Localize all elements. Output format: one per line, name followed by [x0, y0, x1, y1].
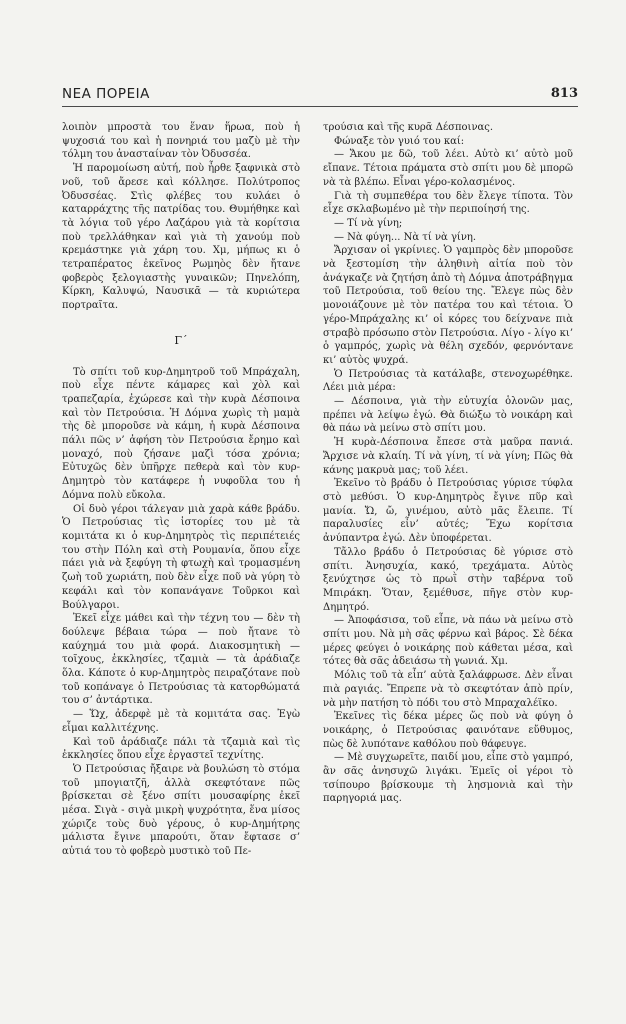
paragraph: Ἐκεῖνες τὶς δέκα μέρες ὥς ποὺ νὰ φύγη ὁ νοικάρης, ὁ Πετρούσιας φαινότανε εὔθυμος, πὼς δὲ λυπότανε καθόλου ποὺ θάφευγε.: [323, 711, 573, 750]
paragraph: Τἄλλο βράδυ ὁ Πετρούσιας δὲ γύρισε στὸ σπίτι. Ἀνησυχία, κακό, τρεχάματα. Αὐτὸς ξενύχτησε ὡς τὸ πρωῒ στὴν ταβέρνα τοῦ Μπιράκη. Ὅταν, ξεμέθυσε, πῆγε στὸν κυρ-Δημητρό.: [323, 546, 573, 613]
page-number: 813: [550, 86, 578, 101]
paragraph: — Τί νὰ γίνη;: [334, 217, 403, 229]
paragraph: Ἐκεῖνο τὸ βράδυ ὁ Πετρούσιας γύρισε τύφλα στὸ μεθύσι. Ὁ κυρ-Δημητρὸς ἔγινε πῦρ καὶ μανία. Ὤ, ὤ, γινέμου, αὐτὸ μᾶς ἔλειπε. Τί παραλυσίες εἶν’ αὐτές; Ἔχω κορίτσια ἀνύπαντρα ἐγώ. Δὲν ὑποφέρεται.: [323, 478, 573, 545]
paragraph: Τὸ σπίτι τοῦ κυρ-Δημητροῦ τοῦ Μπράχαλη, ποὺ εἶχε πέντε κάμαρες καὶ χὸλ καὶ τραπεζαρία, ἐχώρεσε καὶ τὴν κυρὰ Δέσποινα καὶ τὸν Πετρούσια. Ἡ Δόμνα χωρὶς τὴ μαμὰ τὴς δὲ μποροῦσε νὰ κάμη, ἡ κυρὰ Δέσποινα πάλι πῶς ν’ ἀφήση τὸν Πετρούσια ἔρημο καὶ μοναχό, ποὺ ζήσανε μαζὶ τόσα χρόνια; Εὐτυχῶς δὲν ὑπῆρχε πεθερὰ καὶ τὸν κυρ-Δημητρὸ τὸν κατάφερε ἡ νυφοῦλα του ἡ Δόμνα πολὺ εὔκολα.: [62, 366, 300, 501]
header-rule: [62, 106, 578, 107]
paragraph: Γιὰ τὴ συμπεθέρα του δὲν ἔλεγε τίποτα. Τὸν εἶχε σκλαβωμένο μὲ τὴν περιποίησή της.: [323, 190, 573, 216]
paragraph: Ἡ παρομοίωση αὐτή, ποὺ ἦρθε ξαφνικὰ στὸ νοῦ, τοῦ ἄρεσε καὶ κόλλησε. Πολύτροπος Ὀδυσσέας. Στὶς φλέβες του κυλάει ὁ καταρράχτης τῆς πατρίδας του. Θυμήθηκε καὶ τὰ λόγια τοῦ γέρο Λαζάρου γιὰ τὰ κορίτσια ποὺ τρελλάθηκαν καὶ γιὰ τὴ χανούμ ποὺ κρεμάστηκε γιὰ χάρη του. Χμ, μήπως κι ὁ τετραπέρατος ἐκεῖνος Ρωμηὸς δὲν ἤτανε φοβερὸς ξελογιαστὴς γυναικῶν; Πηνελόπη, Κίρκη, Καλυψώ, Ναυσικᾶ — τὰ κυριώτερα πορτραῖτα.: [62, 163, 300, 312]
paragraph: Ἄρχισαν οἱ γκρίνιες. Ὁ γαμπρὸς δὲν μποροῦσε νὰ ξεστομίση τὴν ἀληθινὴ αἰτία ποὺ τὸν ἀνάγκαζε νὰ ζητήση ἀπὸ τὴ Δόμνα ἀποτράβηγμα τοῦ Πετρούσια, τοῦ θείου της. Ἔλεγε πὼς δὲν μονοιάζουνε μὲ τὸν πατέρα του καὶ τέτοια. Ὁ γέρο-Μπράχαλης κι’ οἱ κόρες του δείχνανε πιὰ στραβὸ πρόσωπο στὸν Πετρούσια. Λίγο - λίγο κι’ ὁ γαμπρός, χωρὶς νὰ θέλη σχεδόν, φερνόντανε κι’ αὐτὸς ψυχρά.: [323, 245, 573, 366]
left-column: [62, 121, 300, 859]
right-column: [323, 121, 573, 806]
paragraph: — Ἄκου με δῶ, τοῦ λέει. Αὐτὸ κι’ αὐτὸ μοῦ εἴπανε. Τέτοια πράματα στὸ σπίτι μου δὲ μπορῶ νὰ τὰ βλέπω. Εἶναι γέρο-κολασμένος.: [323, 149, 573, 188]
paragraph: Ἐκεῖ εἶχε μάθει καὶ τὴν τέχνη του — δὲν τὴ δούλεψε βέβαια τώρα — ποὺ ἤτανε τὸ καύχημά του μιὰ φορά. Διακοσμητικὴ — τοῖχους, ἐκκλησίες, τζαμιὰ — τὰ ἀράδιαζε ὅλα. Κάποτε ὁ κυρ-Δημητρὸς πειραζότανε ποὺ τοῦ κοπάναγε ὁ Πετρούσιας τὰ κατορθώματά του σ’ ἀντάρτικα.: [62, 613, 300, 707]
paragraph: Ὁ Πετρούσιας ἤξαιρε νὰ βουλώση τὸ στόμα τοῦ μπογιατζῆ, ἀλλὰ σκεφτότανε πῶς βρίσκεται σὲ ξένο σπίτι μουσαφίρης ἐκεῖ μέσα. Σιγὰ - σιγὰ μικρὴ ψυχρότητα, ἕνα μίσος χώριζε τοὺς δυὸ γέρους, ὁ κυρ-Δημήτρης μάλιστα ἔγινε μπαρούτι, ὅταν ἔφτασε σ’ αὐτιά του τὸ φοβερὸ μυστικὸ τοῦ Πε-: [62, 763, 300, 858]
paragraph: λοιπὸν μπροστὰ του ἕναν ἥρωα, ποὺ ἡ ψυχοσιά του καὶ ἡ πονηριά του μαζὺ μὲ τὴν τόλμη του ἀνασταίναν τὸν Ὀδυσσέα.: [62, 122, 300, 161]
paragraph: Μόλις τοῦ τὰ εἶπ’ αὐτὰ ξαλάφρωσε. Δὲν εἶναι πιὰ ραγιάς. Ἔπρεπε νὰ τὸ σκεφτόταν ἀπὸ πρίν, νὰ μὴν πατήση τὸ πόδι του στὸ Μπραχαλέϊκο.: [323, 670, 573, 709]
running-header: [62, 86, 578, 106]
paragraph: Οἱ δυὸ γέροι τάλεγαν μιὰ χαρὰ κάθε βράδυ. Ὁ Πετρούσιας τὶς ἱστορίες του μὲ τὰ κομιτάτα κι ὁ κυρ-Δημητρὸς τὶς περιπέτειές του στὴν Πόλη καὶ στὴ Ρουμανία, ὅπου εἶχε πάει γιὰ νὰ ξεφύγη τὴ φτωχὴ καὶ τρομασμένη ζωὴ τοῦ χωριάτη, ποὺ δὲν εἶχε ποῦ νὰ γύρη τὸ κεφάλι καὶ τὸν κοπανάγανε Τοῦρκοι καὶ Βούλγαροι.: [62, 503, 300, 611]
paragraph: Φώναξε τὸν γυιό του καί:: [334, 135, 465, 147]
paragraph: Ὁ Πετρούσιας τὰ κατάλαβε, στενοχωρέθηκε. Λέει μιὰ μέρα:: [323, 368, 573, 394]
paragraph: Καὶ τοῦ ἀράδιαζε πάλι τὰ τζαμιὰ καὶ τὶς ἐκκλησίες ὅπου εἶχε ἐργαστεῖ τεχνίτης.: [62, 736, 300, 762]
section-heading: Γ΄: [174, 333, 188, 347]
paragraph: τρούσια καὶ τῆς κυρᾶ Δέσποινας.: [323, 122, 494, 133]
paragraph: — Δέσποινα, γιὰ τὴν εὐτυχία ὁλονῶν μας, πρέπει νὰ λείψω ἐγώ. Θὰ διώξω τὸ νοικάρη καὶ θὰ πάω νὰ μείνω στὸ σπίτι μου.: [323, 396, 573, 435]
journal-title: ΝΕΑ ΠΟΡΕΙΑ: [62, 86, 150, 102]
paragraph: — Νὰ φύγη... Νὰ τί νὰ γίνη.: [334, 231, 477, 243]
paragraph: — Μὲ συγχωρεῖτε, παιδί μου, εἶπε στὸ γαμπρό, ἂν σᾶς ἀνησυχῶ λιγάκι. Ἐμεῖς οἱ γέροι τὸ τσίπουρο βρίσκουμε τὴ λησμονιὰ καὶ τὴν παρηγοριά μας.: [323, 752, 573, 805]
paragraph: Ἡ κυρὰ-Δέσποινα ἔπεσε στὰ μαῦρα πανιά. Ἄρχισε νὰ κλαίη. Τί νὰ γίνη, τί νὰ γίνη; Πῶς θὰ κάνης μακρυὰ μας; τοῦ λέει.: [323, 437, 573, 476]
paragraph: — Ἀποφάσισα, τοῦ εἶπε, νὰ πάω νὰ μείνω στὸ σπίτι μου. Νὰ μὴ σᾶς φέρνω καὶ βάρος. Σὲ δέκα μέρες φεύγει ὁ νοικάρης ποὺ κάθεται μέσα, καὶ τότες θὰ σᾶς ἀδειάσω τὴ γωνιά. Χμ.: [323, 615, 573, 668]
paragraph: — Ὥχ, ἀδερφὲ μὲ τὰ κομιτάτα σας. Ἐγὼ εἶμαι καλλιτέχνης.: [62, 709, 300, 734]
